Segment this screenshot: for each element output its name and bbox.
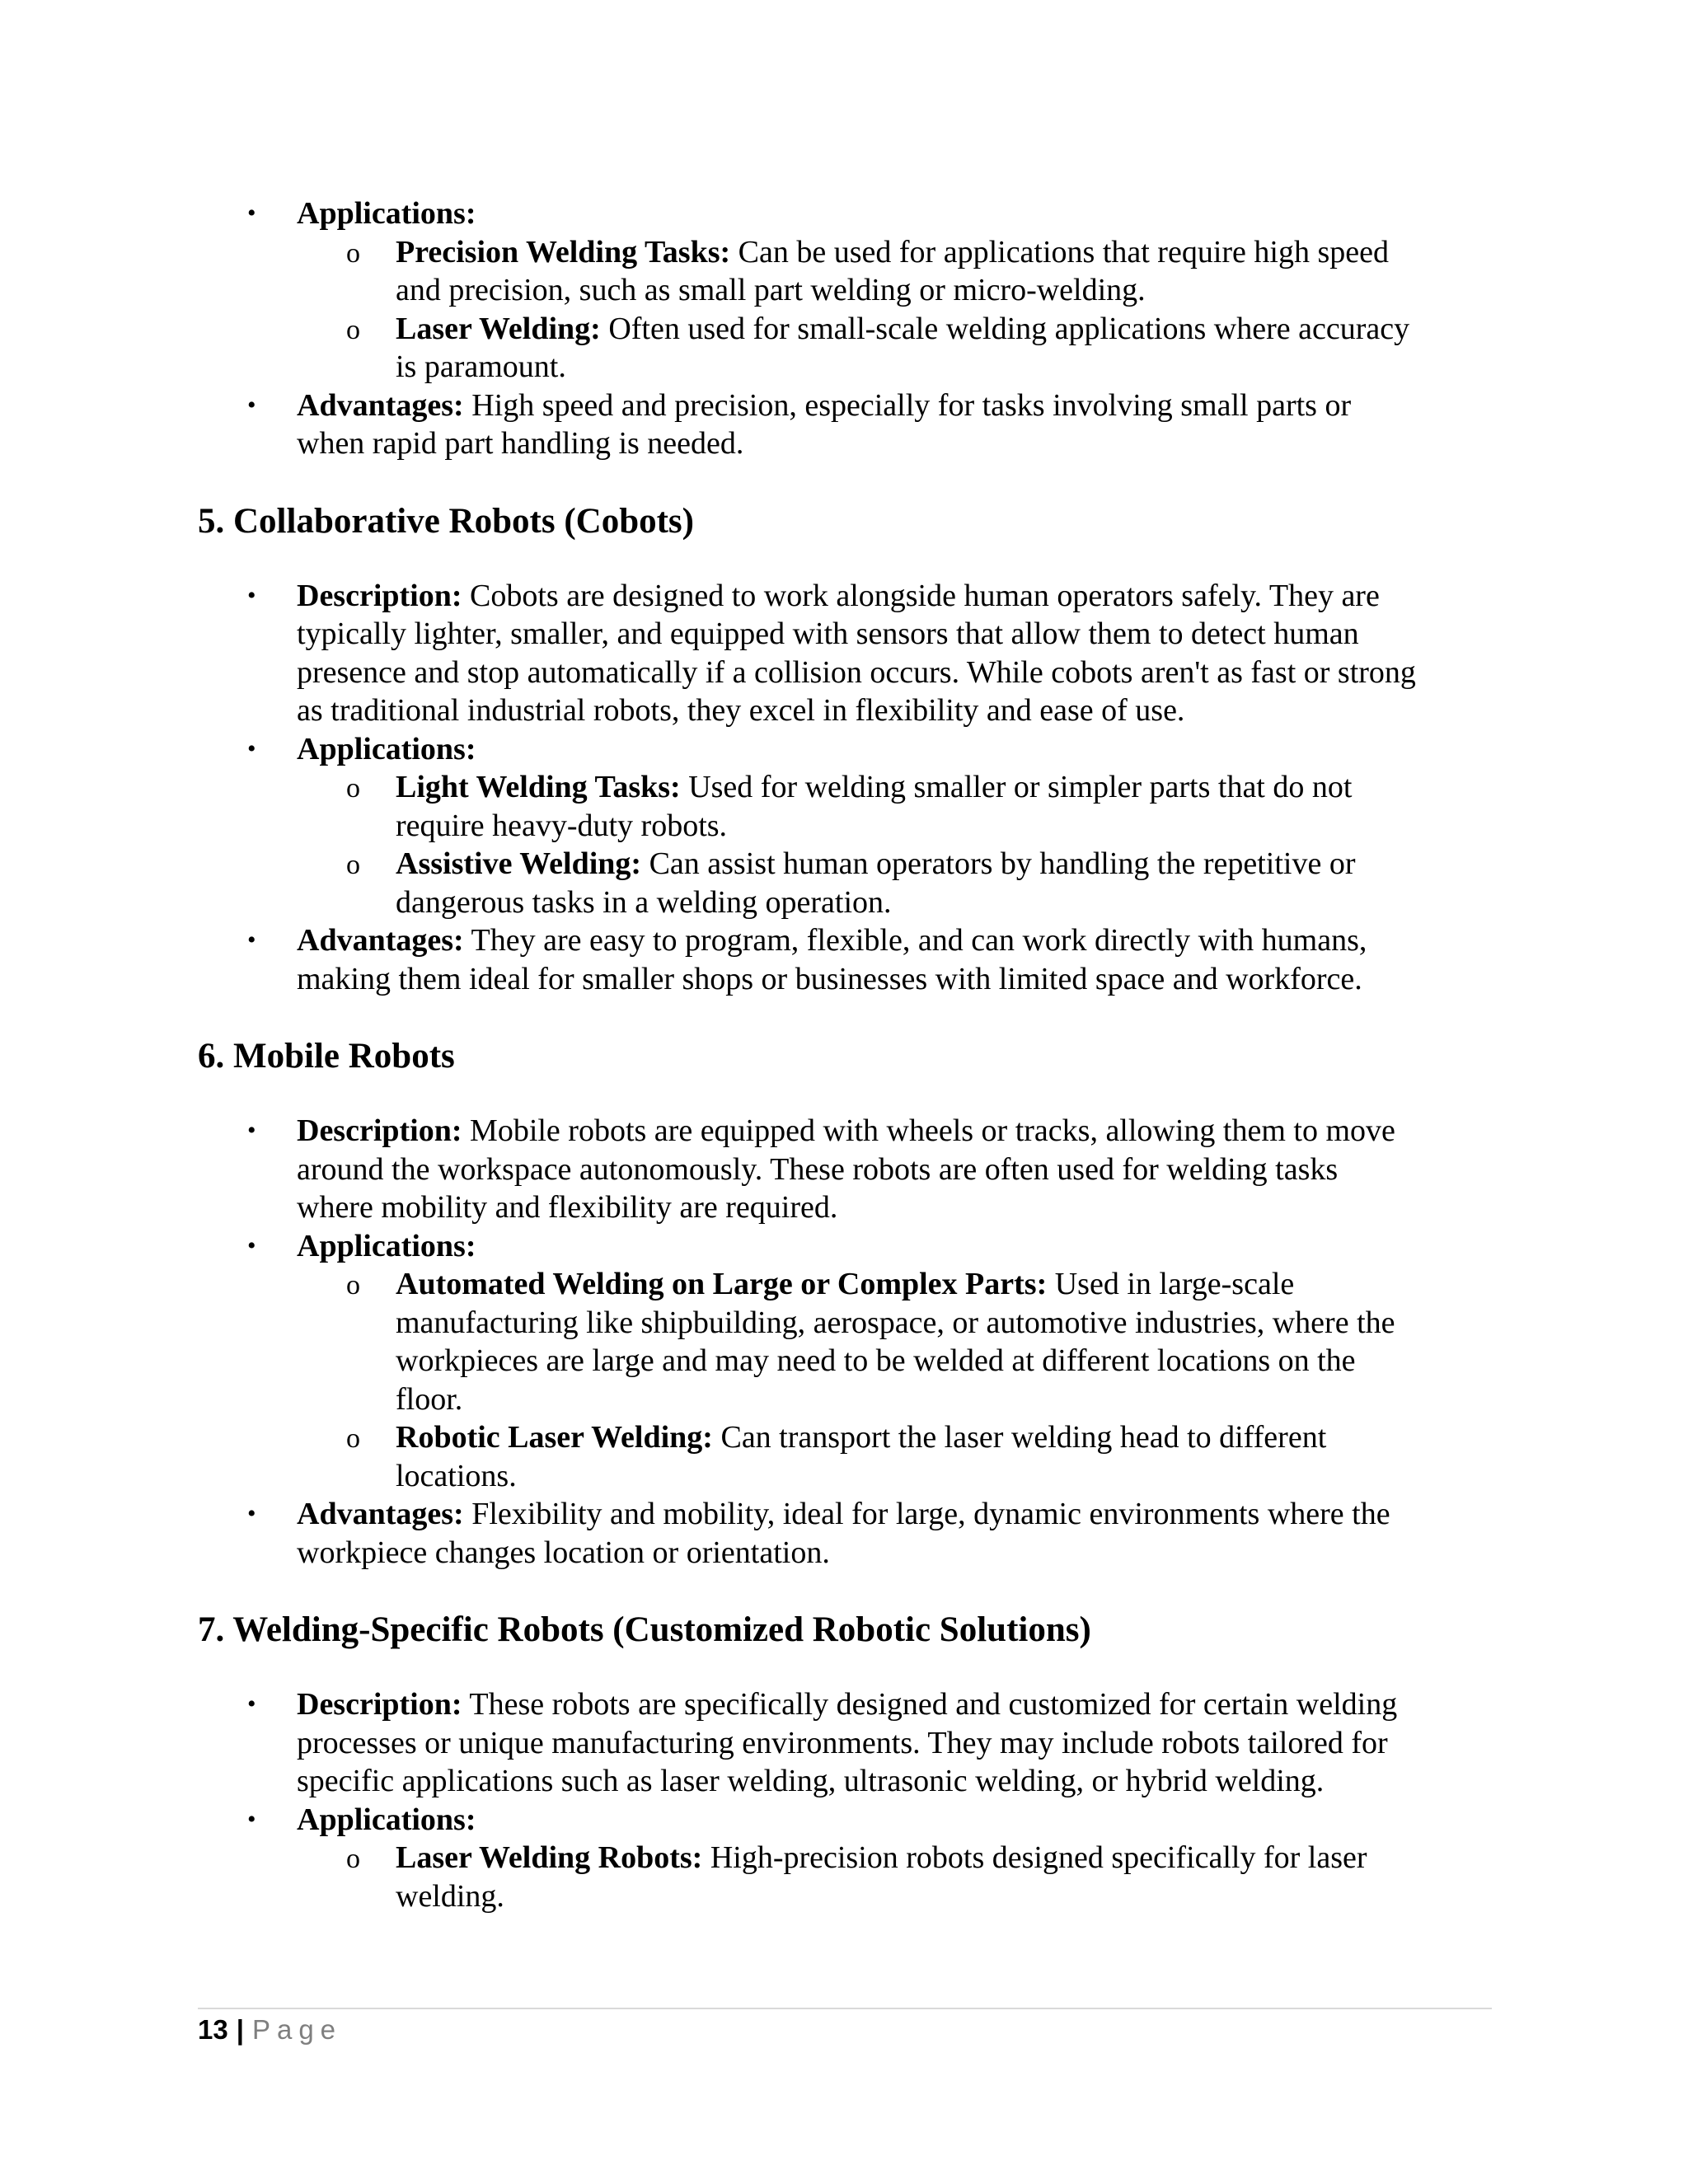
advantages-text: Flexibility and mobility, ideal for large, dynamic environments where the: [471, 1497, 1390, 1531]
footer-divider: [198, 2008, 1492, 2009]
sub-bullet-item: [198, 233, 1500, 310]
bullet-applications: [198, 1801, 1500, 1840]
advantages-text: when rapid part handling is needed.: [297, 426, 744, 461]
description-text: around the workspace autonomously. These robots are often used for welding tasks: [297, 1151, 1339, 1187]
sub-bullet-item: [198, 1265, 1500, 1418]
advantages-text: High speed and precision, especially for tasks involving small parts or: [471, 387, 1352, 423]
item-title: Precision Welding Tasks:: [396, 234, 731, 269]
bullet-icon: •: [247, 391, 256, 419]
advantages-label: Advantages:: [297, 923, 464, 958]
description-text: presence and stop automatically if a collision occurs. While cobots aren't as fast or strong: [297, 654, 1416, 690]
description-text: as traditional industrial robots, they excel in flexibility and ease of use.: [297, 693, 1185, 728]
section-heading: 6. Mobile Robots: [198, 1037, 455, 1076]
sub-bullet-item: [198, 768, 1500, 845]
bullet-icon: •: [247, 1690, 256, 1718]
sub-bullet-icon: o: [346, 1423, 360, 1454]
advantages-label: Advantages:: [297, 1497, 464, 1531]
description-text: specific applications such as laser welding, ultrasonic welding, or hybrid welding.: [297, 1764, 1325, 1798]
item-text: Used for welding smaller or simpler parts that do not: [688, 770, 1353, 804]
page-label: Page: [251, 2014, 343, 2045]
section-heading: 7. Welding-Specific Robots (Customized Robotic Solutions): [198, 1610, 1091, 1649]
item-text: floor.: [396, 1381, 463, 1417]
item-title: Laser Welding Robots:: [396, 1840, 703, 1875]
item-text: welding.: [396, 1878, 504, 1914]
description-label: Description:: [297, 1113, 462, 1148]
item-title: Robotic Laser Welding:: [396, 1420, 713, 1455]
bullet-description: [198, 577, 1500, 730]
applications-label: Applications:: [297, 1802, 476, 1837]
applications-label: Applications:: [297, 1228, 476, 1263]
sub-bullet-icon: o: [346, 850, 360, 880]
sub-bullet-icon: o: [346, 1844, 360, 1874]
item-text: Can assist human operators by handling the repetitive or: [649, 846, 1356, 881]
description-text: where mobility and flexibility are required.: [297, 1190, 838, 1225]
applications-label: Applications:: [297, 731, 476, 766]
bullet-icon: •: [247, 734, 256, 762]
item-text: Can transport the laser welding head to different: [720, 1420, 1327, 1455]
sub-bullet-item: [198, 1839, 1500, 1915]
page-number: 13: [198, 2014, 228, 2045]
item-text: locations.: [396, 1458, 517, 1493]
description-text: processes or unique manufacturing environments. They may include robots tailored for: [297, 1725, 1388, 1760]
description-text: typically lighter, smaller, and equipped with sensors that allow them to detect human: [297, 616, 1359, 651]
item-title: Light Welding Tasks:: [396, 770, 681, 804]
bullet-icon: •: [247, 199, 256, 227]
description-text: Cobots are designed to work alongside human operators safely. They are: [470, 578, 1380, 613]
item-title: Laser Welding:: [396, 311, 601, 346]
item-text: and precision, such as small part welding or micro-welding.: [396, 273, 1146, 307]
bullet-icon: •: [247, 926, 256, 954]
advantages-text: workpiece changes location or orientation.: [297, 1535, 830, 1570]
sub-bullet-icon: o: [346, 237, 360, 269]
sub-bullet-item: [198, 310, 1500, 387]
bullet-icon: •: [247, 1805, 256, 1833]
advantages-text: making them ideal for smaller shops or businesses with limited space and workforce.: [297, 961, 1362, 996]
footer-separator: |: [236, 2014, 244, 2045]
item-text: Used in large-scale: [1054, 1267, 1295, 1301]
bullet-applications: [198, 1227, 1500, 1266]
sub-bullet-item: [198, 1418, 1500, 1495]
bullet-description: [198, 1112, 1500, 1227]
item-text: manufacturing like shipbuilding, aerospace, or automotive industries, where the: [396, 1305, 1395, 1340]
item-text: Often used for small-scale welding applications where accuracy: [608, 311, 1410, 346]
bullet-advantages: [198, 1495, 1500, 1572]
page-content: [198, 194, 1500, 1915]
description-label: Description:: [297, 1687, 462, 1722]
sub-bullet-icon: o: [346, 314, 360, 345]
item-text: require heavy-duty robots.: [396, 808, 728, 843]
bullet-description: [198, 1685, 1500, 1801]
item-text: is paramount.: [396, 349, 566, 384]
bullet-icon: •: [247, 1231, 256, 1259]
description-text: Mobile robots are equipped with wheels or tracks, allowing them to move: [470, 1113, 1395, 1148]
bullet-icon: •: [247, 1500, 256, 1527]
sub-bullet-item: [198, 845, 1500, 921]
advantages-text: They are easy to program, flexible, and can work directly with humans,: [471, 923, 1367, 958]
advantages-label: Advantages:: [297, 387, 464, 423]
sub-bullet-icon: o: [346, 773, 360, 804]
bullet-advantages: [198, 387, 1500, 463]
item-text: dangerous tasks in a welding operation.: [396, 884, 892, 920]
applications-label: Applications:: [297, 196, 476, 231]
description-text: These robots are specifically designed and customized for certain welding: [469, 1687, 1398, 1722]
bullet-applications: [198, 194, 1500, 233]
section-heading: 5. Collaborative Robots (Cobots): [198, 501, 694, 541]
bullet-applications: [198, 730, 1500, 769]
bullet-advantages: [198, 921, 1500, 998]
item-title: Assistive Welding:: [396, 846, 642, 881]
item-text: Can be used for applications that require high speed: [738, 234, 1389, 269]
item-text: High-precision robots designed specifically for laser: [710, 1840, 1367, 1875]
item-title: Automated Welding on Large or Complex Parts:: [396, 1267, 1048, 1301]
sub-bullet-icon: o: [346, 1270, 360, 1301]
bullet-icon: •: [247, 581, 256, 609]
bullet-icon: •: [247, 1117, 256, 1144]
description-label: Description:: [297, 578, 462, 613]
item-text: workpieces are large and may need to be welded at different locations on the: [396, 1343, 1356, 1378]
page-footer: [198, 2011, 342, 2049]
